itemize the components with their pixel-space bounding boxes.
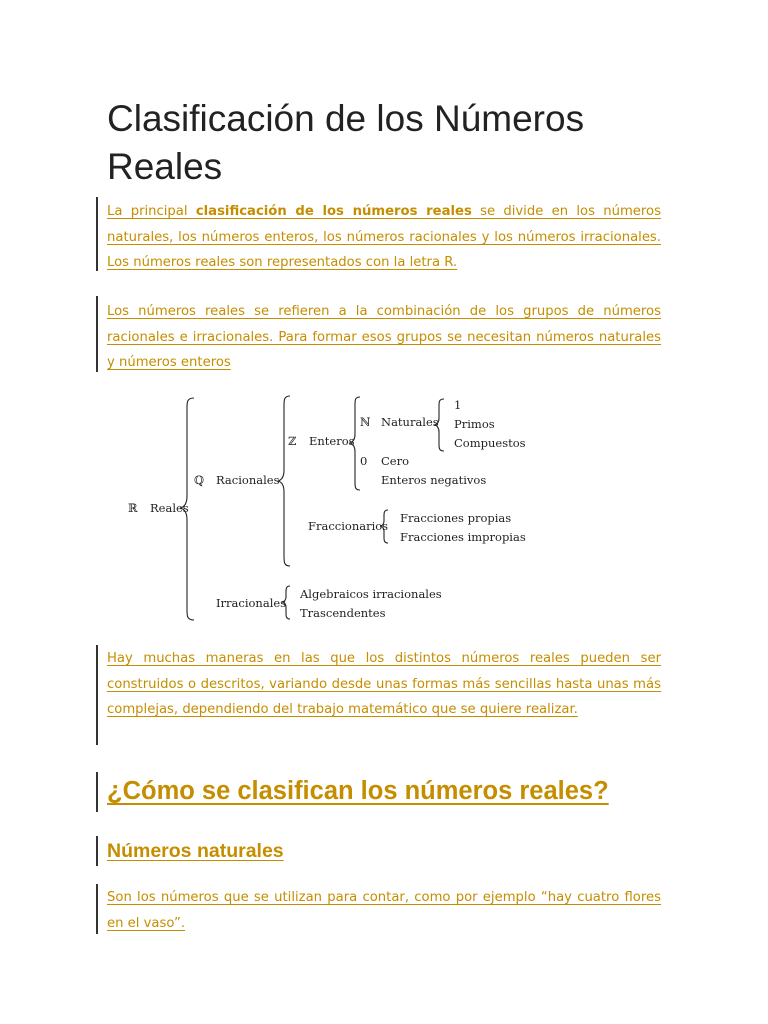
enteros-brace [350,397,360,490]
compuestos-label: Compuestos [454,436,526,450]
racionales-brace [278,396,290,566]
fraccionarios-label: Fraccionarios [308,519,389,533]
quote-bar [96,197,98,271]
algebraicos-label: Algebraicos irracionales [300,587,442,601]
quote-bar [96,772,98,812]
combination-paragraph[interactable]: Los números reales se refieren a la combinación de los grupos de números racionales e irracionales. Para formar esos grupos se necesitan números naturales y números enteros [107,304,661,370]
fracciones-impropias-label: Fracciones impropias [400,530,526,544]
naturales-paragraph[interactable]: Son los números que se utilizan para contar, como por ejemplo “hay cuatro flores en el vaso”. [107,890,661,931]
quote-bar [96,296,98,372]
irracionales-label: Irracionales [216,596,287,610]
enteros-negativos-label: Enteros negativos [381,473,487,487]
quote-bar [96,645,98,745]
reales-label: Reales [150,501,189,515]
intro-paragraph[interactable] [107,199,661,276]
fracciones-propias-label: Fracciones propias [400,511,512,525]
construction-paragraph[interactable]: Hay muchas maneras en las que los distintos números reales pueden ser construidos o descritos, variando desde unas formas más sencillas hasta unas más complejas, dependiendo del trabajo matemático que se quiere realizar. [107,651,661,717]
intro-prefix[interactable]: La principal [107,204,196,219]
quote-bar [96,836,98,866]
naturales-label: Naturales [381,415,439,429]
naturales-brace [434,399,444,451]
enteros-label: Enteros [309,434,355,448]
trascendentes-label: Trascendentes [300,606,386,620]
page-title: Clasificación de los Números Reales [107,98,585,187]
z-symbol: ℤ [288,434,297,448]
q-symbol: ℚ [194,473,205,487]
n-symbol: ℕ [360,415,371,429]
real-numbers-classification-diagram [120,388,540,628]
racionales-label: Racionales [216,473,280,487]
zero-symbol: 0 [360,454,368,468]
primos-label: Primos [454,417,495,431]
r-symbol: ℝ [128,501,138,515]
real-numbers-link[interactable]: clasificación de los números reales [195,204,472,219]
intro-suffix[interactable]: se divide en los números naturales, los números enteros, los números racionales y los números irracionales. Los números reales son representados con la letra R. [107,204,661,270]
cero-label: Cero [381,454,410,468]
subsection-heading[interactable]: Números naturales [107,840,284,862]
one-label: 1 [454,398,462,412]
section-heading[interactable]: ¿Cómo se clasifican los números reales? [107,777,609,805]
quote-bar [96,884,98,934]
